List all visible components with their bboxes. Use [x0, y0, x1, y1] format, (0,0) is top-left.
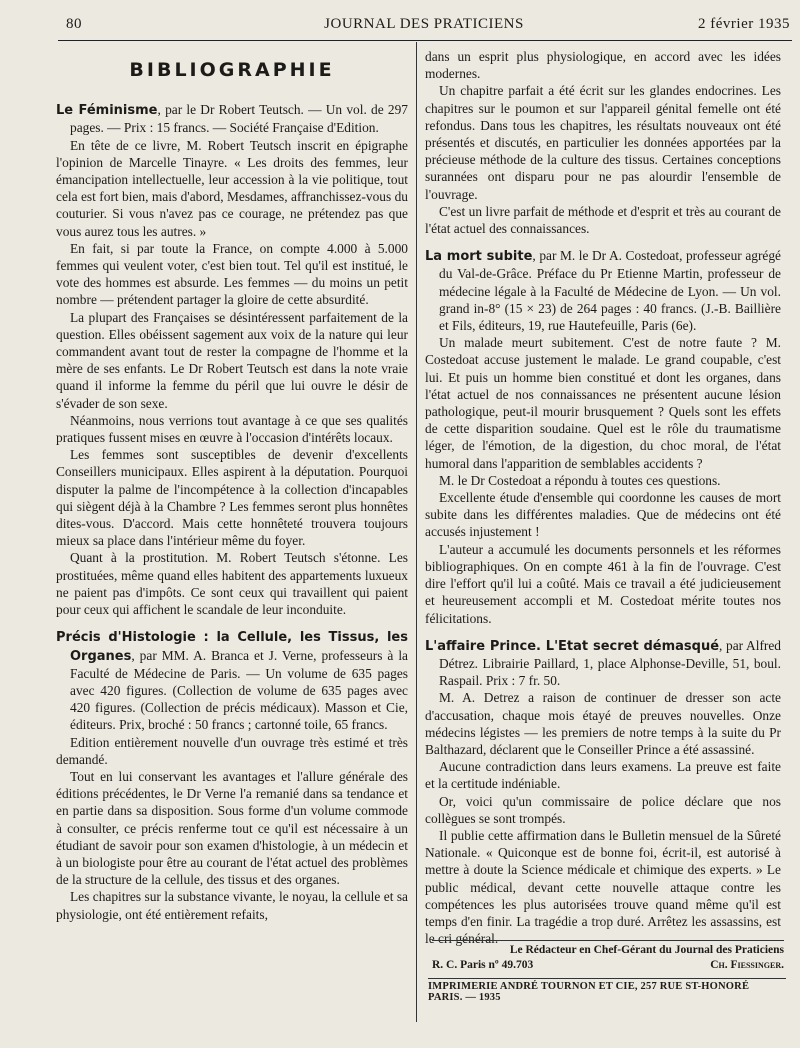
page-header [58, 16, 790, 36]
entry-title: Le Féminisme [56, 103, 158, 119]
paragraph: Or, voici qu'un commissaire de police déclare que nos collègues se sont trompés. [425, 793, 781, 826]
header-rule [58, 40, 792, 41]
page-number: 80 [66, 16, 82, 32]
paragraph: Excellente étude d'ensemble qui coordonne les causes de mort subite dans les différentes maladies. Que de médecins ont été accusés injustement ! [425, 490, 781, 540]
paragraph: En fait, si par toute la France, on compte 4.000 à 5.000 femmes qui veulent voter, c'est bien tout. Tel qu'il est institué, le vote des hommes est absurde. Les femmes — du moins un petit nombre — prétendent partager la gloire de cette absurdité. [56, 240, 408, 308]
entry-citation: , par le Dr Robert Teutsch. — Un vol. de 297 pages. — Prix : 15 francs. — Société Française d'Edition. [70, 102, 408, 136]
journal-title: JOURNAL DES PRATICIENS [324, 16, 524, 32]
paragraph: C'est un livre parfait de méthode et d'esprit et très au courant de l'état actuel des connaissances. [425, 203, 781, 237]
paragraph: Quant à la prostitution. M. Robert Teutsch s'étonne. Les prostituées, même quand elles habitent des appartements luxueux ne paient pas d'impôts. Ce sont ceux qui travaillent qui paient pour ceux qui affichent le scandale de leur inconduite. [56, 550, 408, 618]
entry-citation: , par MM. A. Branca et J. Verne, professeurs à la Faculté de Médecine de Paris. — Un volume de 635 pages avec 420 figures. (Collection de volume de 635 pages avec 420 figures. (Collection de précis médicaux). Masson et Cie, éditeurs. Prix, broché : 50 francs ; cartonné toile, 65 francs. [70, 647, 408, 733]
paragraph: Un chapitre parfait a été écrit sur les glandes endocrines. Les chapitres sur le poumon et sur l'appareil génital femelle ont été refondus. Dans tous les chapitres, les résultats nouveaux ont été présentés et discutés, en particulier les données apportées par la précieuse méthode de la culture des tissus. Certaines conceptions surannées ont disparu pour ne pas alourdir l'ensemble de l'ouvrage. [425, 83, 781, 202]
entry-title: Précis d'Histologie : la Cellule, les Tissus, les Organes [56, 630, 408, 664]
editor-credit [432, 959, 784, 971]
paragraph: Aucune contradiction dans leurs examens. La preuve est faite et la certitude indéniable. [425, 759, 781, 792]
paragraph: M. le Dr Costedoat a répondu à toutes ces questions. [439, 472, 721, 488]
editor-line: Le Rédacteur en Chef-Gérant du Journal des Praticiens [509, 944, 784, 956]
editor-name: Ch. Fiessinger. [710, 959, 784, 971]
paragraph: Il publie cette affirmation dans le Bulletin mensuel de la Sûreté Nationale. « Quiconque est de bonne foi, écrit-il, est autorisé à mettre à doute la Science médicale et chimique des experts. » Le public médical, devant cette nouvelle attaque contre les compétences les plus autorisées trouve quand même qu'il est temps d'en finir. La tragédie a trop duré. Arrêtez les assassins, est le cri général. [425, 827, 781, 947]
footer-rule [432, 940, 784, 941]
paragraph: dans un esprit plus physiologique, en accord avec les idées modernes. [425, 49, 781, 82]
right-column [425, 48, 781, 947]
printer-rule [428, 978, 786, 979]
paragraph: Edition entièrement nouvelle d'un ouvrage très estimé et très demandé. [56, 734, 408, 767]
left-column [56, 50, 408, 923]
section-title: BIBLIOGRAPHIE [129, 59, 335, 81]
paragraph: Un malade meurt subitement. C'est de notre faute ? M. Costedoat accuse justement le malade. Le grand coupable, c'est lui. Et puis un homme bien constitué et dont les organes, dans l'état actuel de nos connaissances ne présentent aucune lésion pathologique, peut-il mourir brusquement ? Quels sont les effets de cette disparition soudaine. Quel est le rôle du traumatisme léger, de l'émotion, de la digestion, du choc moral, de l'état humoral dans l'apparition de semblables accidents ? [425, 335, 781, 471]
paragraph: M. A. Detrez a raison de continuer de dresser son acte d'accusation, chaque mois étayé de preuves nouvelles. Onze médecins légistes — les premiers de notre temps à la suite du Pr Balthazard, déclarent que le Conseiller Prince a été assassiné. [425, 690, 781, 757]
entry-affaire-prince-citation [425, 637, 781, 690]
paragraph: Les chapitres sur la substance vivante, le noyau, la cellule et sa physiologie, ont été entièrement refaits, [56, 889, 408, 922]
entry-title: L'affaire Prince. L'Etat secret démasqué [425, 638, 720, 654]
trade-register: R. C. Paris nº 49.703 [432, 959, 534, 971]
issue-date: 2 février 1935 [698, 16, 790, 32]
entry-citation: , par Alfred Détrez. Librairie Paillard, 1, place Alphonse-Deville, 51, boul. Raspail. Prix : 7 fr. 50. [439, 637, 781, 689]
paragraph: La plupart des Françaises se désintéressent parfaitement de la question. Elles obéissent sagement aux voix de la nature qui leur commandent avant tout de rester la compagne de l'homme et la mère de ses enfants. Le Dr Robert Teutsch est dans la note vraie quand il informe la femme du péril que lui ouvre le désir de s'évader de son sexe. [56, 309, 408, 411]
printer-line: IMPRIMERIE ANDRÉ TOURNON ET CIE, 257 RUE ST-HONORÉ PARIS. — 1935 [428, 981, 750, 1003]
column-divider [416, 42, 417, 1022]
paragraph: Tout en lui conservant les avantages et l'allure générale des éditions précédentes, le Dr Verne l'a remanié dans sa tendance et en partie dans sa disposition. Sous forme d'un volume commode à consulter, ce précis renferme tout ce qu'il est nécessaire à un étudiant de savoir pour son examen d'histologie, à un médecin et à un biologiste pour être au courant de l'état actuel des problèmes de la structure de la cellule, des tissus et des organes. [56, 768, 408, 888]
entry-citation: , par M. le Dr A. Costedoat, professeur agrégé du Val-de-Grâce. Préface du Pr Etienne Martin, professeur de médecine légale à la Faculté de Médecine de Lyon. — Un vol. grand in-8° (15 × 23) de 264 pages : 40 francs. (J.-B. Baillière et Fils, éditeurs, 19, rue Hautefeuille, Paris (6e). [439, 248, 781, 334]
paragraph: Les femmes sont susceptibles de devenir d'excellents Conseillers municipaux. Elles aspirent à la députation. Pourquoi disputer la palme de l'incompétence à la collection d'incapables qui siègent déjà à la Chambre ? Les femmes seront plus honnêtes dites-vous. D'accord. Mais cette honnêteté trouvera toujours mieux sa place dans l'intérieur même du foyer. [56, 447, 408, 549]
entry-histologie-citation [56, 628, 408, 733]
entry-title: La mort subite [425, 249, 533, 265]
paragraph: Néanmoins, nous verrions tout avantage à ce que ses qualités pratiques fussent mises en œuvre à l'occasion d'intérêts locaux. [56, 412, 408, 446]
paragraph: L'auteur a accumulé les documents personnels et les réformes bibliographiques. On en compte 461 à la fin de l'ouvrage. C'est dire l'effort qu'il lui a coûté. Mais ce travail a été judicieusement et heureusement accompli et M. Costedoat mérite toutes nos félicitations. [425, 541, 781, 626]
paragraph: En tête de ce livre, M. Robert Teutsch inscrit en épigraphe l'opinion de Marcelle Tinayre. « Les droits des femmes, leur émancipation intellectuelle, leur accession à la vie politique, tout cela est fort bien, mais d'abord, Mesdames, affranchissez-vous du couturier. Si vous n'avez pas ce courage, ne prétendez pas que vous aurez tous les autres. » [56, 137, 408, 239]
entry-feminisme-citation [56, 101, 408, 136]
entry-mort-subite-citation [425, 247, 781, 334]
